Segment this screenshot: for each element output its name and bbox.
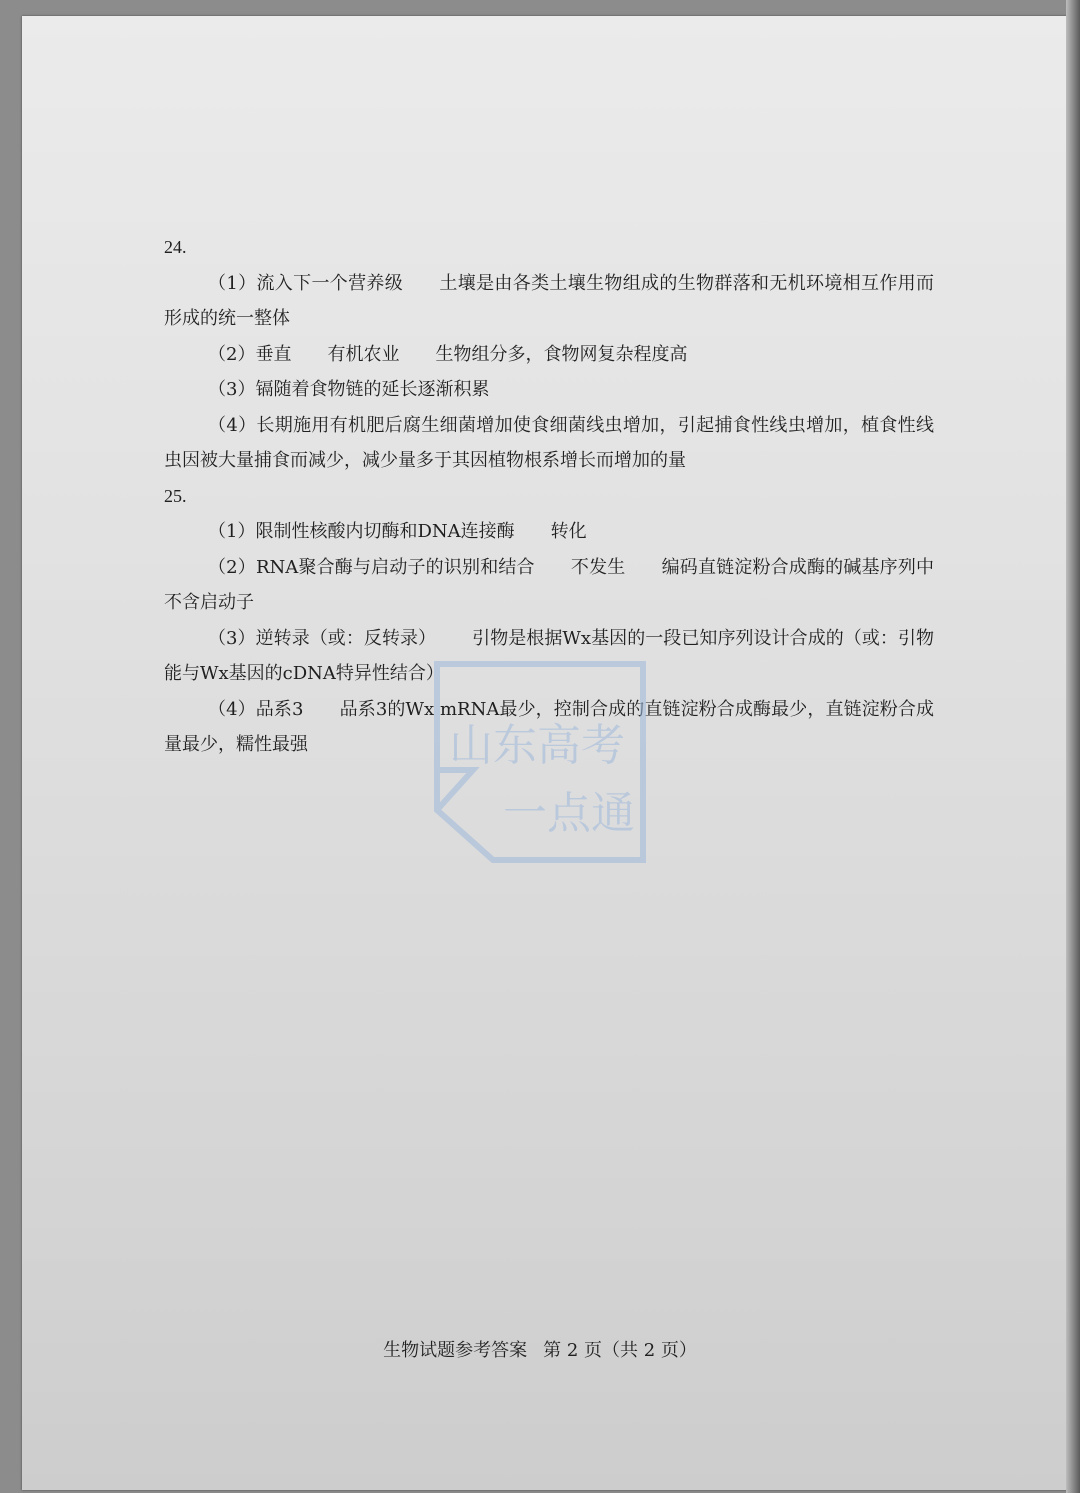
answer-25-1 <box>164 514 934 550</box>
question-24 <box>164 230 934 479</box>
footer-page-number: 第 2 页（共 2 页） <box>543 1340 697 1361</box>
answer-label: （1） <box>208 272 257 294</box>
answer-24-3 <box>164 372 934 408</box>
answer-24-4 <box>164 408 934 479</box>
watermark-text-1: 山东高考 <box>449 720 625 771</box>
answer-label: （4） <box>208 414 257 436</box>
answer-label: （3） <box>208 379 256 400</box>
answer-part: 生物组分多，食物网复杂程度高 <box>435 343 688 365</box>
watermark-logo <box>433 660 647 870</box>
answer-label: （1） <box>208 521 256 542</box>
question-number: 24. <box>164 237 187 257</box>
watermark-text-2: 一点通 <box>503 788 635 839</box>
answer-part: 长期施用有机肥后腐生细菌增加使食细菌线虫增加，引起捕食性线虫增加，植食性线虫因被大量捕食而减少，减少量多于其因植物根系增长而增加的量 <box>164 414 934 471</box>
answer-part: 土壤是由各类土壤生物组成的生物群落和无机环境相互作用而形成的统一整体 <box>164 272 935 329</box>
answer-part: 品系3 <box>255 698 304 720</box>
answer-24-2 <box>164 337 934 373</box>
answer-part: RNA聚合酶与启动子的识别和结合 <box>255 556 535 578</box>
answer-part: 流入下一个营养级 <box>256 272 404 294</box>
answer-part: 转化 <box>550 521 587 542</box>
answer-part: 镉随着食物链的延长逐渐积累 <box>255 379 490 400</box>
answer-label: （2） <box>208 343 256 365</box>
answer-part: 不发生 <box>570 556 626 578</box>
page-footer <box>0 1336 1080 1362</box>
question-number: 25. <box>164 485 187 506</box>
answer-label: （3） <box>208 627 256 649</box>
answer-part: 品系3的Wx mRNA最少，控制合成的直链淀粉合成酶最少，直链淀粉合成量最少，糯性最强 <box>164 698 935 755</box>
answer-part: 垂直 <box>255 343 292 365</box>
answer-part: 引物是根据Wx基因的一段已知序列设计合成的（或：引物能与Wx基因的cDNA特异性结合） <box>164 627 935 684</box>
scan-edge-shadow <box>1066 0 1080 1493</box>
answer-24-1 <box>164 266 934 337</box>
footer-title: 生物试题参考答案 <box>383 1340 528 1361</box>
answer-part: 有机农业 <box>327 343 400 365</box>
answer-label: （4） <box>208 698 256 720</box>
answer-label: （2） <box>208 556 256 578</box>
answer-part: 逆转录（或：反转录） <box>255 627 437 649</box>
answer-part: 限制性核酸内切酶和DNA连接酶 <box>255 521 515 542</box>
answer-25-2 <box>164 550 934 621</box>
answer-part: 编码直链淀粉合成酶的碱基序列中不含启动子 <box>164 556 935 613</box>
